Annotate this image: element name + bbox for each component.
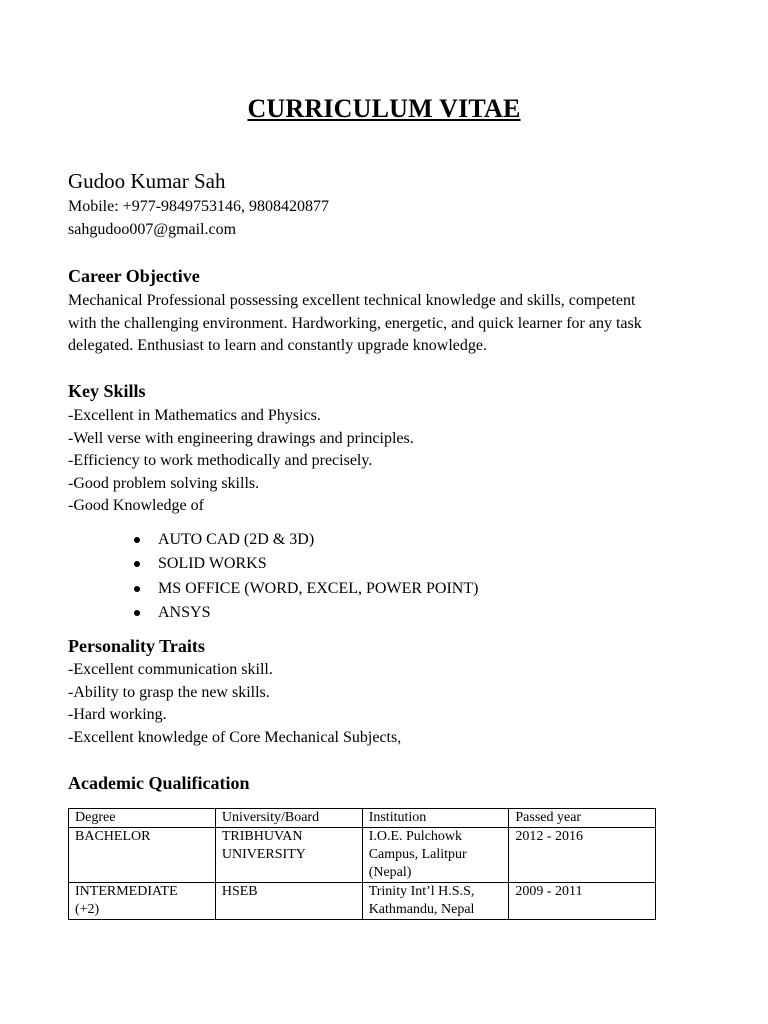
board-cell: HSEB: [215, 883, 362, 920]
key-skills-heading: Key Skills: [68, 381, 146, 401]
career-objective-heading: Career Objective: [68, 266, 200, 286]
skill-item: -Efficiency to work methodically and precisely.: [68, 452, 373, 469]
degree-cell: BACHELOR: [69, 828, 216, 883]
table-row: [69, 828, 656, 883]
bullet-icon: [134, 537, 140, 543]
academic-heading: Academic Qualification: [68, 773, 250, 793]
key-skills-list: [68, 405, 414, 518]
software-item: MS OFFICE (WORD, EXCEL, POWER POINT): [134, 577, 478, 601]
bullet-icon: [134, 561, 140, 567]
skill-item: -Excellent in Mathematics and Physics.: [68, 407, 321, 424]
objective-line: Mechanical Professional possessing excellent technical knowledge and skills, competent: [68, 292, 636, 309]
trait-item: -Ability to grasp the new skills.: [68, 683, 270, 701]
degree-cell: INTERMEDIATE (+2): [69, 883, 216, 920]
column-header: University/Board: [215, 809, 362, 828]
skill-item: -Good Knowledge of: [68, 497, 204, 514]
institution-cell: I.O.E. Pulchowk Campus, Lalitpur (Nepal): [362, 828, 509, 883]
bullet-icon: [134, 610, 140, 616]
academic-table: [68, 808, 656, 920]
board-cell: TRIBHUVAN UNIVERSITY: [215, 828, 362, 883]
software-item: SOLID WORKS: [134, 552, 478, 576]
skill-item: -Good problem solving skills.: [68, 474, 260, 492]
mobile-numbers: Mobile: +977-9849753146, 9808420877: [68, 198, 330, 215]
table-row: [69, 883, 656, 920]
institution-cell: Trinity Int’l H.S.S, Kathmandu, Nepal: [362, 883, 509, 920]
software-item: AUTO CAD (2D & 3D): [134, 528, 478, 552]
software-item: ANSYS: [134, 601, 478, 625]
candidate-name: Gudoo Kumar Sah: [68, 169, 226, 193]
bullet-icon: [134, 586, 140, 592]
trait-item: -Excellent knowledge of Core Mechanical Subjects,: [68, 728, 402, 746]
trait-item: -Excellent communication skill.: [68, 661, 273, 678]
objective-line: delegated. Enthusiast to learn and constantly upgrade knowledge.: [68, 337, 487, 354]
year-cell: 2009 - 2011: [509, 883, 656, 920]
column-header: Passed year: [509, 809, 656, 828]
table-header-row: [69, 809, 656, 828]
column-header: Institution: [362, 809, 509, 828]
personality-traits-heading: Personality Traits: [68, 636, 205, 656]
career-objective-text: [68, 290, 708, 358]
personality-traits-list: [68, 659, 401, 749]
document-title: CURRICULUM VITAE: [247, 94, 521, 123]
email-address: sahgudoo007@gmail.com: [68, 221, 237, 238]
objective-line: with the challenging environment. Hardworking, energetic, and quick learner for any task: [68, 314, 642, 332]
software-list: [134, 528, 478, 625]
year-cell: 2012 - 2016: [509, 828, 656, 883]
trait-item: -Hard working.: [68, 706, 167, 723]
column-header: Degree: [69, 809, 216, 828]
skill-item: -Well verse with engineering drawings and principles.: [68, 429, 414, 447]
